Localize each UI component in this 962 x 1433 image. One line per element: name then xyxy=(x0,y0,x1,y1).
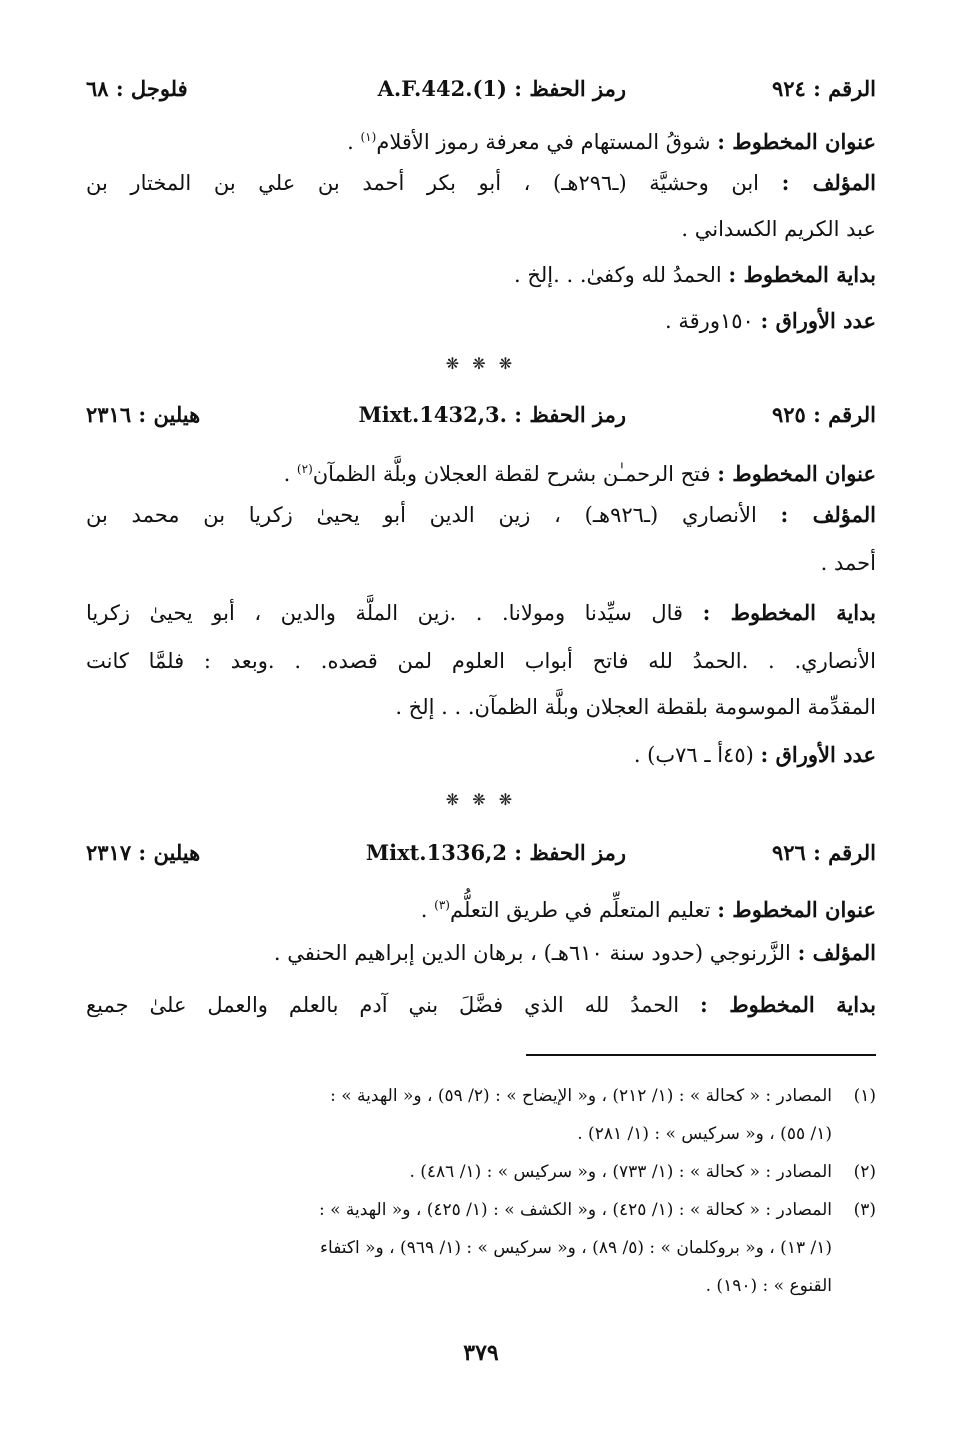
entry-start: بداية المخطوط : الحمدُ لله الذي فضَّلَ بني آدم بالعلم والعمل علىٰ جميع xyxy=(86,992,877,1017)
entry-start: بداية المخطوط : الحمدُ لله وكفىٰ. . .إلخ . xyxy=(514,262,876,287)
entry-header xyxy=(86,76,876,110)
entry-author-cont: أحمد . xyxy=(820,551,876,575)
shelfmark: رمز الحفظ : Mixt.1336,2 xyxy=(365,840,626,865)
entry-header xyxy=(86,402,876,436)
entry-leaves: عدد الأوراق : (٤٥أ ـ ٧٦ب) . xyxy=(633,742,876,767)
page-number: ٣٧٩ xyxy=(463,1340,499,1366)
separator: ❋ ❋ ❋ xyxy=(445,354,517,373)
footnote-3: (٣)المصادر : « كحالة » : (١/ ٤٢٥) ، و« الكشف » : (١/ ٤٢٥) ، و« الهدية » : xyxy=(318,1200,876,1220)
entry-start-cont: المقدِّمة الموسومة بلقطة العجلان وبلَّة الظمآن. . . إلخ . xyxy=(395,695,876,719)
shelfmark: رمز الحفظ : A.F.442.(1) xyxy=(377,76,626,101)
entry-number: الرقم : ٩٢٦ xyxy=(771,840,876,865)
entry-number: الرقم : ٩٢٤ xyxy=(771,76,876,101)
footnote-ref: (٢) xyxy=(296,462,313,476)
shelfmark: رمز الحفظ : Mixt.1432,3. xyxy=(358,402,626,427)
entry-title: عنوان المخطوط : شوقُ المستهام في معرفة رموز الأقلام$^{(١)}$ . xyxy=(347,129,876,154)
entry-leaves: عدد الأوراق : ١٥٠ورقة . xyxy=(665,308,876,333)
entry-author: المؤلف : الأنصاري (ـ٩٢٦هـ) ، زين الدين أبو يحيىٰ زكريا بن محمد بن xyxy=(86,502,876,527)
entry-header xyxy=(86,840,876,874)
footnote-1: (١)المصادر : « كحالة » : (١/ ٢١٢) ، و« الإيضاح » : (٢/ ٥٩) ، و« الهدية » : xyxy=(330,1086,876,1106)
entry-start-cont: الأنصاري. . .الحمدُ لله فاتح أبواب العلوم لمن قصده. . .وبعد : فلمَّا كانت xyxy=(86,649,876,673)
footnote-2: (٢)المصادر : « كحالة » : (١/ ٧٣٣) ، و« سركيس » : (١/ ٤٨٦) . xyxy=(409,1162,876,1182)
footnote-3-cont: (١/ ١٣) ، و« بروكلمان » : (٥/ ٨٩) ، و« سركيس » : (١/ ٩٦٩) ، و« اكتفاء xyxy=(320,1238,832,1258)
entry-start: بداية المخطوط : قال سيِّدنا ومولانا. . .زين الملَّة والدين ، أبو يحيىٰ زكريا xyxy=(86,600,876,625)
entry-title: عنوان المخطوط : فتح الرحمـٰن بشرح لقطة العجلان وبلَّة الظمآن$^{(٢)}$ . xyxy=(283,461,876,486)
footnote-rule xyxy=(526,1054,876,1056)
catalog-reference: هيلين : ٢٣١٦ xyxy=(86,402,201,427)
footnote-ref: (٣) xyxy=(434,898,450,912)
footnote-1-cont: (١/ ٥٥) ، و« سركيس » : (١/ ٢٨١) . xyxy=(577,1124,832,1144)
catalog-reference: فلوجل : ٦٨ xyxy=(86,76,188,101)
entry-title: عنوان المخطوط : تعليم المتعلِّم في طريق التعلُّم$^{(٣)}$ . xyxy=(420,897,876,922)
separator: ❋ ❋ ❋ xyxy=(445,790,517,809)
catalog-reference: هيلين : ٢٣١٧ xyxy=(86,840,201,865)
entry-number: الرقم : ٩٢٥ xyxy=(771,402,876,427)
footnote-ref: (١) xyxy=(360,130,377,144)
entry-author: المؤلف : الزَّرنوجي (حدود سنة ٦١٠هـ) ، برهان الدين إبراهيم الحنفي . xyxy=(273,940,876,965)
entry-author-cont: عبد الكريم الكسداني . xyxy=(681,217,876,241)
entry-author: المؤلف : ابن وحشيَّة (ـ٢٩٦هـ) ، أبو بكر أحمد بن علي بن المختار بن xyxy=(86,170,876,195)
footnote-3-cont: القنوع » : (١٩٠) . xyxy=(705,1276,832,1296)
